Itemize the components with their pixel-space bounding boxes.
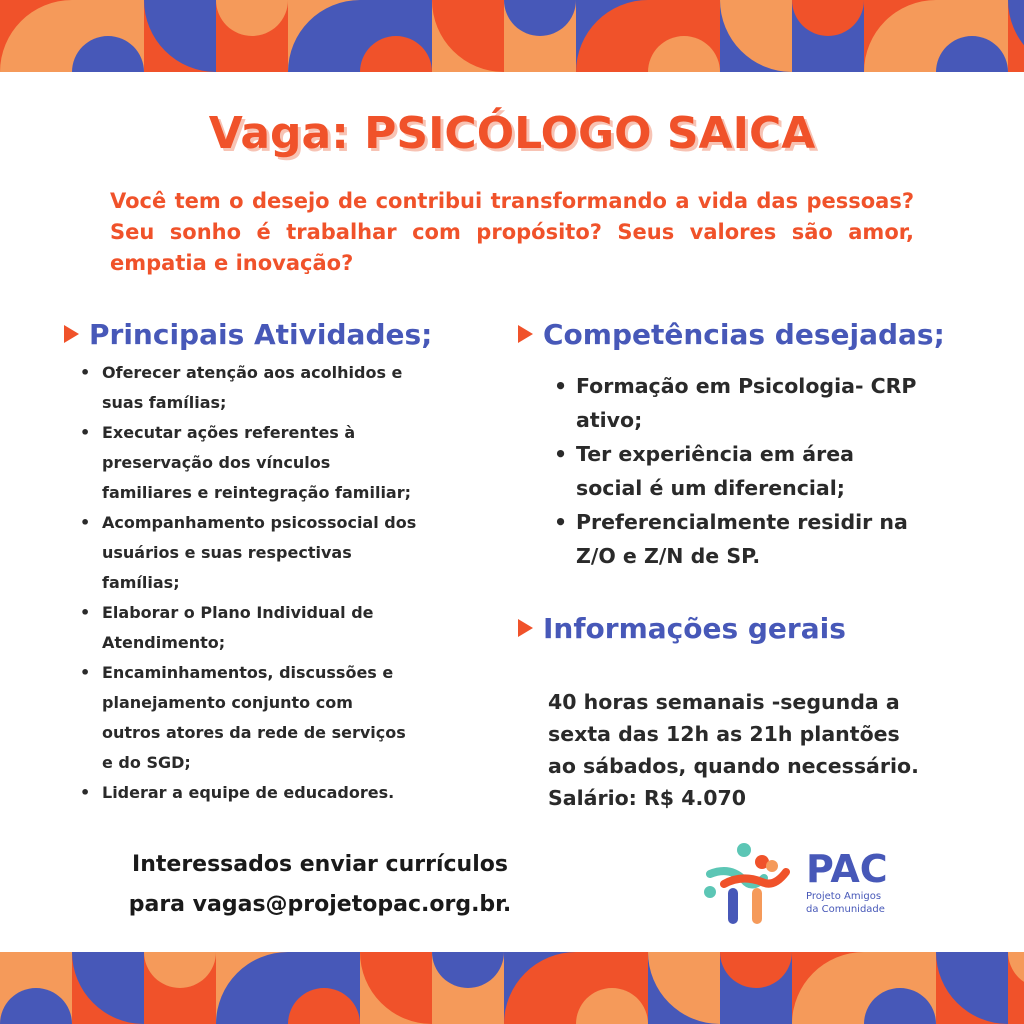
- logo-subtitle-line-2: da Comunidade: [806, 904, 885, 915]
- general-info-line: sexta das 12h as 21h plantões: [548, 722, 900, 746]
- intro-text: Você tem o desejo de contribui transformando a vida das pessoas? Seu sonho é trabalhar com propósito? Seus valores são amor, empatia e inovação?: [110, 189, 914, 275]
- logo-name: PAC: [806, 847, 888, 891]
- list-item: [78, 658, 478, 778]
- list-item-line: • Preferencialmente residir na: [576, 510, 908, 534]
- list-item-line: e do SGD;: [102, 753, 191, 772]
- list-item-line: Z/O e Z/N de SP.: [576, 544, 761, 568]
- activities-list: [78, 358, 478, 808]
- list-item-line: social é um diferencial;: [576, 476, 845, 500]
- general-info-line: ao sábados, quando necessário.: [548, 754, 919, 778]
- list-item-line: • Elaborar o Plano Individual de: [102, 603, 374, 622]
- page-title: Vaga: PSICÓLOGO SAICA: [208, 108, 816, 159]
- triangle-bullet-icon: [64, 325, 79, 343]
- list-item: [78, 418, 478, 508]
- general-info-heading-text: Informações gerais: [543, 612, 846, 645]
- cta-line-1: Interessados enviar currículos: [132, 852, 508, 877]
- list-item: [552, 505, 972, 573]
- list-item: [78, 508, 478, 598]
- list-item-line: • Encaminhamentos, discussões e: [102, 663, 394, 682]
- cta-line-2: para vagas@projetopac.org.br.: [128, 892, 512, 917]
- list-item-line: Atendimento;: [102, 633, 226, 652]
- list-item-line: preservação dos vínculos: [102, 453, 331, 472]
- list-item-line: • Ter experiência em área: [576, 442, 854, 466]
- people-logo-icon: [700, 840, 800, 930]
- list-item-line: • Executar ações referentes à: [102, 423, 356, 442]
- list-item-line: ativo;: [576, 408, 643, 432]
- list-item-line: outros atores da rede de serviços: [102, 723, 406, 742]
- competencies-list: [552, 369, 972, 573]
- list-item-line: planejamento conjunto com: [102, 693, 353, 712]
- list-item-line: familiares e reintegração familiar;: [102, 483, 412, 502]
- application-instructions: [60, 845, 580, 925]
- competencies-heading-text: Competências desejadas;: [543, 318, 945, 351]
- list-item: [78, 358, 478, 418]
- list-item: [78, 598, 478, 658]
- general-info-text: [548, 686, 978, 814]
- list-item-line: suas famílias;: [102, 393, 227, 412]
- activities-heading: [64, 318, 432, 352]
- list-item-line: • Formação em Psicologia- CRP: [576, 374, 917, 398]
- pac-logo: [700, 840, 920, 930]
- list-item-line: • Acompanhamento psicossocial dos: [102, 513, 417, 532]
- list-item: [552, 437, 972, 505]
- top-decorative-band: [0, 0, 1024, 72]
- list-item: [552, 369, 972, 437]
- triangle-bullet-icon: [518, 619, 533, 637]
- list-item-line: famílias;: [102, 573, 180, 592]
- logo-subtitle-line-1: Projeto Amigos: [806, 891, 882, 902]
- list-item-line: • Liderar a equipe de educadores.: [102, 783, 395, 802]
- general-info-line: Salário: R$ 4.070: [548, 786, 747, 810]
- activities-heading-text: Principais Atividades;: [89, 318, 433, 351]
- general-info-heading: [518, 612, 846, 646]
- list-item: [78, 778, 478, 808]
- list-item-line: usuários e suas respectivas: [102, 543, 352, 562]
- competencies-heading: [518, 318, 945, 352]
- triangle-bullet-icon: [518, 325, 533, 343]
- list-item-line: • Oferecer atenção aos acolhidos e: [102, 363, 403, 382]
- bottom-decorative-band: [0, 952, 1024, 1024]
- general-info-line: 40 horas semanais -segunda a: [548, 690, 900, 714]
